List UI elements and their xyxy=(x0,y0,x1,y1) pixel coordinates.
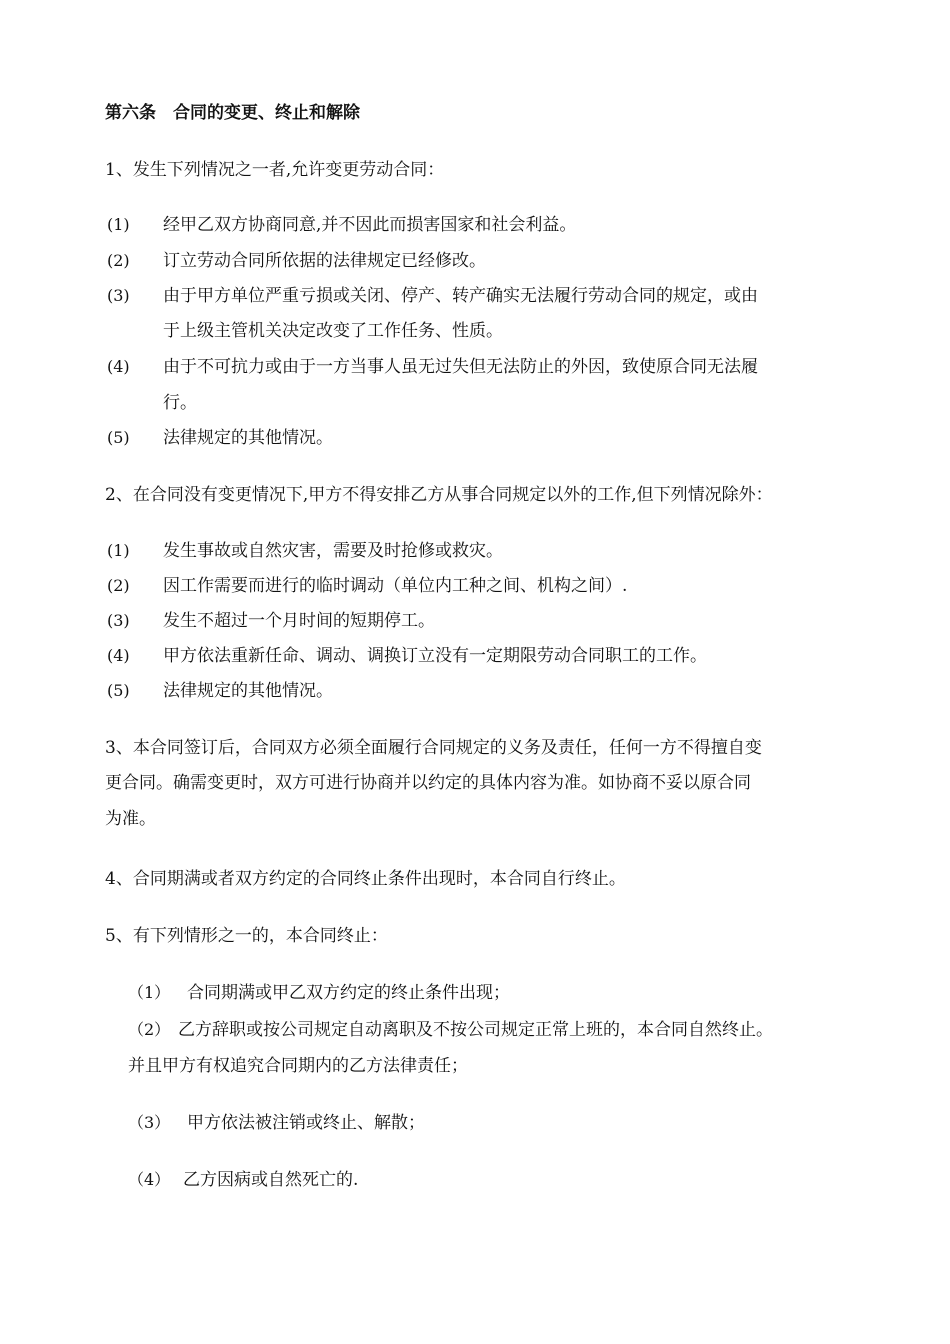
s5-item-4-number: （4） xyxy=(128,1170,171,1189)
s1-item-2-text: 订立劳动合同所依据的法律规定已经修改。 xyxy=(163,251,486,271)
s1-item-5-number: (5) xyxy=(107,428,130,447)
section-3-line-2: 更合同。确需变更时，双方可进行协商并以约定的具体内容为准。如协商不妥以原合同 xyxy=(105,773,751,793)
s2-item-5-number: (5) xyxy=(107,681,130,700)
s5-item-2-text-line-1: 乙方辞职或按公司规定自动离职及不按公司规定正常上班的，本合同自然终止。 xyxy=(178,1020,773,1040)
s1-item-5-text: 法律规定的其他情况。 xyxy=(163,428,333,448)
section-3-line-1: 3、本合同签订后，合同双方必须全面履行合同规定的义务及责任，任何一方不得擅自变 xyxy=(105,738,762,758)
section-4-text: 4、合同期满或者双方约定的合同终止条件出现时，本合同自行终止。 xyxy=(105,869,626,889)
s1-item-4-text-line-1: 由于不可抗力或由于一方当事人虽无过失但无法防止的外因，致使原合同无法履 xyxy=(163,357,758,377)
s2-item-4-text: 甲方依法重新任命、调动、调换订立没有一定期限劳动合同职工的工作。 xyxy=(163,646,707,666)
s2-item-3-text: 发生不超过一个月时间的短期停工。 xyxy=(163,611,435,631)
s2-item-3-number: (3) xyxy=(107,611,130,630)
s1-item-1-number: (1) xyxy=(107,215,130,234)
s1-item-3-text-line-1: 由于甲方单位严重亏损或关闭、停产、转产确实无法履行劳动合同的规定，或由 xyxy=(163,286,758,306)
s1-item-3-text-line-2: 于上级主管机关决定改变了工作任务、性质。 xyxy=(163,321,503,341)
s2-item-4-number: (4) xyxy=(107,646,130,665)
s1-item-2-number: (2) xyxy=(107,251,130,270)
section-5-intro: 5、有下列情形之一的，本合同终止： xyxy=(105,926,388,946)
section-2-intro: 2、在合同没有变更情况下,甲方不得安排乙方从事合同规定以外的工作,但下列情况除外： xyxy=(105,485,773,505)
s5-item-2-text-line-2: 并且甲方有权追究合同期内的乙方法律责任； xyxy=(128,1056,468,1076)
section-3-line-3: 为准。 xyxy=(105,809,156,829)
s1-item-1-text: 经甲乙双方协商同意,并不因此而损害国家和社会利益。 xyxy=(163,215,577,235)
s5-item-1-text: 合同期满或甲乙双方约定的终止条件出现； xyxy=(187,983,510,1003)
section-1-intro: 1、发生下列情况之一者,允许变更劳动合同： xyxy=(105,160,445,180)
s2-item-1-text: 发生事故或自然灾害，需要及时抢修或救灾。 xyxy=(163,541,503,561)
s5-item-4-text: 乙方因病或自然死亡的. xyxy=(183,1170,359,1190)
s1-item-4-number: (4) xyxy=(107,357,130,376)
s5-item-2-number: （2） xyxy=(128,1020,171,1039)
s2-item-5-text: 法律规定的其他情况。 xyxy=(163,681,333,701)
article-heading: 第六条 合同的变更、终止和解除 xyxy=(105,103,360,123)
s2-item-2-number: (2) xyxy=(107,576,130,595)
s5-item-3-text: 甲方依法被注销或终止、解散； xyxy=(187,1113,425,1133)
s2-item-2-text: 因工作需要而进行的临时调动（单位内工种之间、机构之间）. xyxy=(163,576,628,596)
s5-item-1-number: （1） xyxy=(128,983,171,1002)
s1-item-3-number: (3) xyxy=(107,286,130,305)
s2-item-1-number: (1) xyxy=(107,541,130,560)
s5-item-3-number: （3） xyxy=(128,1113,171,1132)
s1-item-4-text-line-2: 行。 xyxy=(163,393,197,413)
